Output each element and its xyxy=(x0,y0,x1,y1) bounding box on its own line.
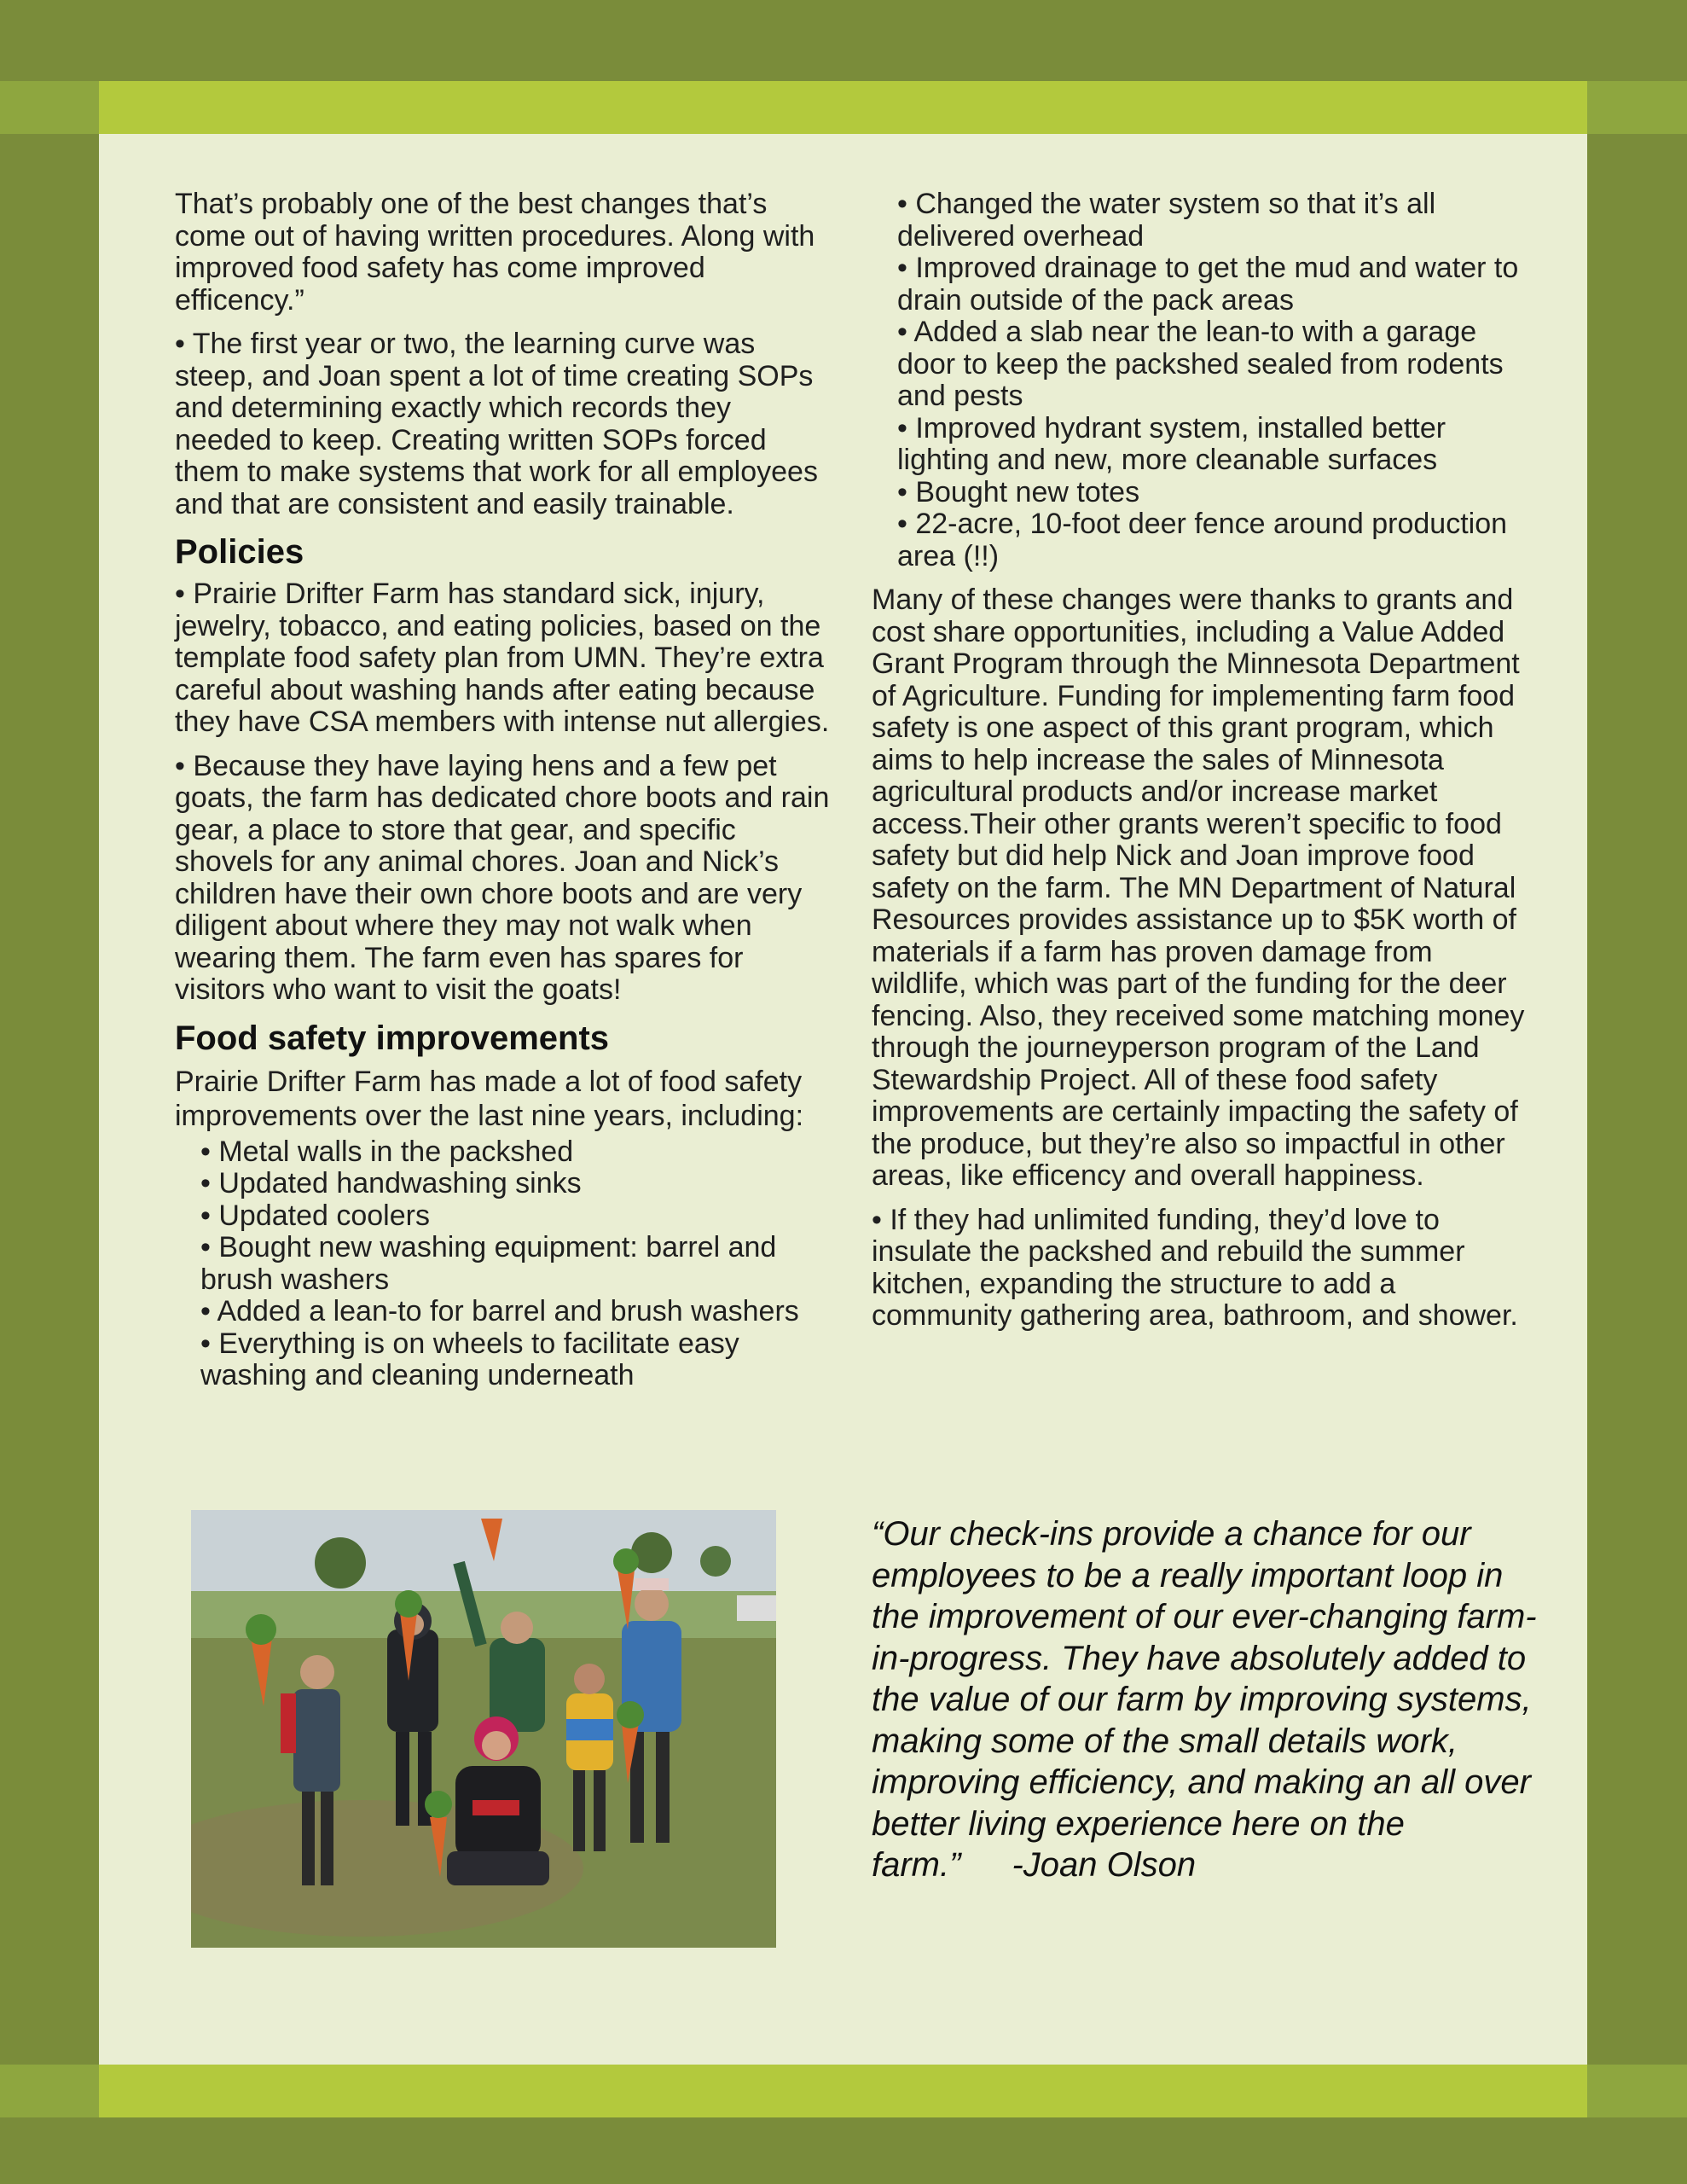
list-item: • Bought new washing equipment: barrel and brush washers xyxy=(200,1231,777,1296)
intro-paragraph: That’s probably one of the best changes that’s come out of having written procedures. Along with improved food safety has come improved efficency.” xyxy=(175,188,815,317)
improvements-list-continued xyxy=(897,189,1533,572)
list-item: • 22-acre, 10-foot deer fence around production area (!!) xyxy=(897,508,1508,572)
learning-curve-paragraph: • The first year or two, the learning curve was steep, and Joan spent a lot of time creating SOPs and determining exactly which records they needed to keep. Creating written SOPs forced them to make systems that work for all employees and that are consistent and easily trainable. xyxy=(175,328,818,520)
list-item: • Added a lean-to for barrel and brush washers xyxy=(200,1295,799,1327)
policies-heading: Policies xyxy=(175,533,304,571)
list-item: • Improved hydrant system, installed better lighting and new, more cleanable surfaces xyxy=(897,411,1446,476)
unlimited-funding-paragraph: • If they had unlimited funding, they’d love to insulate the packshed and rebuild the summer kitchen, expanding the structure to add a community gathering area, bathroom, and shower. xyxy=(872,1203,1518,1332)
farm-crew-photo xyxy=(191,1510,776,1948)
improvements-intro: Prairie Drifter Farm has made a lot of food safety improvements over the last nine years, including: xyxy=(175,1065,804,1132)
policies-paragraph-2: • Because they have laying hens and a few pet goats, the farm has dedicated chore boots and rain gear, a place to store that gear, and specific shovels for any animal chores. Joan and Nick’s children have their own chore boots and are very diligent about where they may not walk when wearing them. The farm even has spares for visitors who want to visit the goats! xyxy=(175,749,830,1006)
list-item: • Bought new totes xyxy=(897,475,1140,508)
policies-paragraph-1: • Prairie Drifter Farm has standard sick, injury, jewelry, tobacco, and eating policies, based on the template food safety plan from UMN. They’re extra careful about washing hands after eating because they have CSA members with intense nut allergies. xyxy=(175,578,830,738)
list-item: • Metal walls in the packshed xyxy=(200,1135,574,1168)
left-column xyxy=(175,189,832,1392)
bottom-border-band xyxy=(0,2065,1687,2117)
list-item: • Updated coolers xyxy=(200,1199,430,1232)
improvements-list xyxy=(200,1136,832,1392)
farm-crew-photo-illustration xyxy=(191,1510,776,1948)
list-item: • Improved drainage to get the mud and water to drain outside of the pack areas xyxy=(897,252,1519,317)
top-border-dark xyxy=(0,0,1687,81)
right-column xyxy=(872,189,1533,1345)
pull-quote xyxy=(872,1513,1537,1886)
bottom-border-dark xyxy=(0,2117,1687,2184)
list-item: • Added a slab near the lean-to with a garage door to keep the packshed sealed from rodents and pests xyxy=(897,316,1504,412)
improvements-heading: Food safety improvements xyxy=(175,1019,610,1057)
top-border-band xyxy=(0,81,1687,134)
list-item: • Updated handwashing sinks xyxy=(200,1167,582,1199)
quote-text: “Our check-ins provide a chance for our employees to be a really important loop in the improvement of our ever-changing farm-in-progress. They have absolutely added to the value of our farm by improving systems, making some of the small details work, improving efficiency, and making an all over better living experience here on the farm.” xyxy=(872,1515,1537,1884)
quote-attribution: -Joan Olson xyxy=(1012,1846,1197,1884)
list-item: • Changed the water system so that it’s all delivered overhead xyxy=(897,188,1436,253)
list-item: • Everything is on wheels to facilitate easy washing and cleaning underneath xyxy=(200,1327,739,1391)
bottom-border-accent xyxy=(99,2065,1587,2117)
top-border-accent xyxy=(99,81,1587,134)
grants-paragraph: Many of these changes were thanks to grants and cost share opportunities, including a Value Added Grant Program through the Minnesota Department of Agriculture. Funding for implementing farm food safety is one aspect of this grant program, which aims to help increase the sales of Minnesota agricultural products and/or increase market access.Their other grants weren’t specific to food safety but did help Nick and Joan improve food safety on the farm. The MN Department of Natural Resources provides assistance up to $5K worth of materials if a farm has proven damage from wildlife, which was part of the funding for the deer fencing. Also, they received some matching money through the journeyperson program of the Land Stewardship Project. All of these food safety improvements are certainly impacting the safety of the produce, but they’re also so impactful in other areas, like efficency and overall happiness. xyxy=(872,584,1525,1192)
